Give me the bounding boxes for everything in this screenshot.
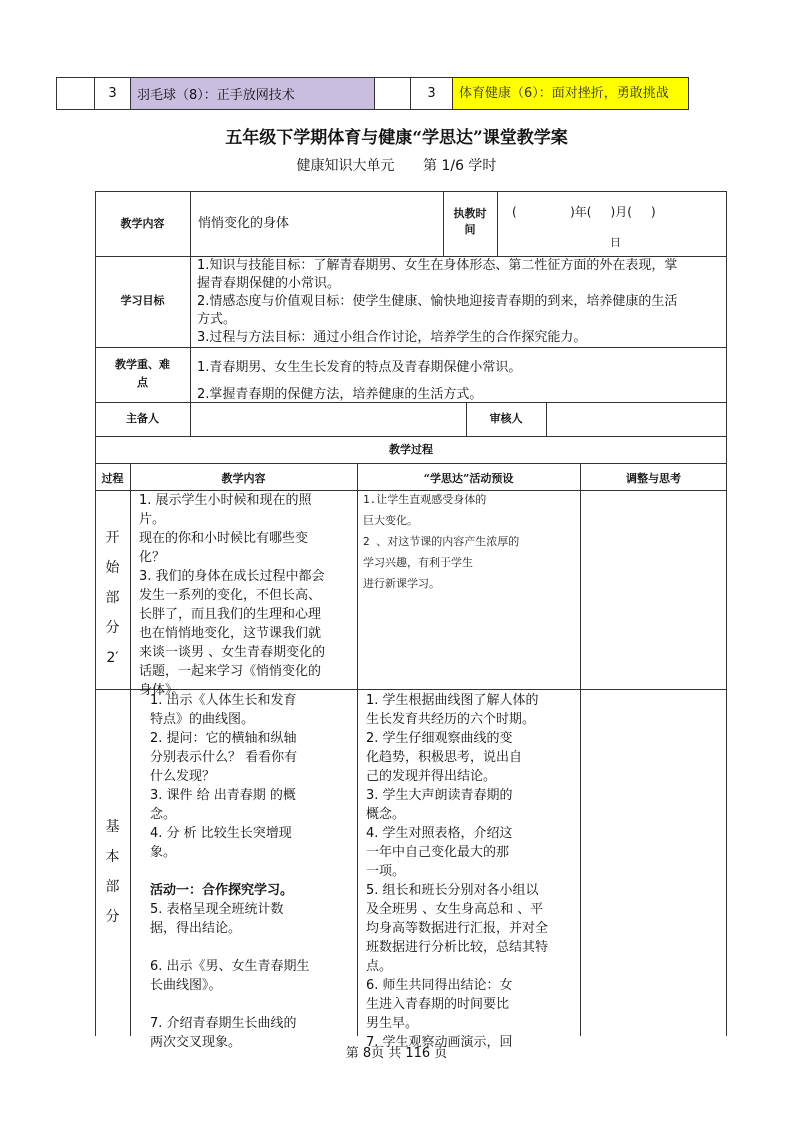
schedule-cell-number-1: 3 [95,78,131,110]
keypoint-line: 1.青春期男、女生生长发育的特点及青春期保健小常识。 [197,360,522,375]
content-label: 教学内容 [120,217,165,230]
time-value-line1: ( )年( )月( ) [512,205,656,219]
goal-line: 握青春期保健的小常识。 [197,276,341,291]
schedule-cell-empty-1 [57,78,95,110]
lesson-hours: 第 1/6 学时 [423,158,497,174]
goal-line: 1.知识与技能目标：了解青春期男、女生在身体形态、第二性征方面的外在表现，掌 [197,258,678,273]
content-value: 悄悄变化的身体 [198,216,290,231]
time-value-line2: 日 [610,236,621,249]
preparer-label: 主备人 [126,412,159,425]
goal-line: 方式。 [197,312,237,327]
keypoints-label: 教学重、难 点 [115,358,170,389]
page-title: 五年级下学期体育与健康“学思达”课堂教学案 [225,128,568,148]
basic-content: 1. 出示《人体生长和发育 特点》的曲线图。 2. 提问：它的横轴和纵轴 分别表示什么？ 看看你有 什么发现？ 3. 课件 给 出青春期 的概 念。 4. 分 析 比较生长突增现 象。 活动一：合作探究学习。 5. 表格呈现全班统计数 据，得出结论。 6. 出示《男、女生青春期生 长曲线图》。 7. 介绍青春期生长曲线的 两次交叉现象。 [150,693,310,1050]
keypoint-line: 2.掌握青春期的保健方法，培养健康的生活方式。 [197,387,483,402]
schedule-cell-badminton: 羽毛球（8）：正手放网技术 [131,78,375,110]
header-stage: 过程 [101,472,124,485]
schedule-cell-empty-2 [375,78,411,110]
keypoints-list [197,354,521,408]
page-subtitle [0,155,793,175]
stage-opening: 开 始 部 分 2′ [105,530,120,666]
schedule-row [56,77,689,110]
schedule-cell-number-2: 3 [411,78,453,110]
header-content: 教学内容 [221,472,266,485]
goals-list [197,257,677,347]
basic-activity: 1. 学生根据曲线图了解人体的 生长发育共经历的六个时期。 2. 学生仔细观察曲线的变 化趋势，积极思考，说出自 己的发现并得出结论。 3. 学生大声朗读青春期的 概念。 4. 学生对照表格，介绍这 一年中自己变化最大的那 一项。 5. 组长和班长分别对各小组以 及全班男 、女生身高总和 、平 均身高等数据进行汇报，并对全 班数据进行分析比较，总结其特 点。 6. 师生共同得出结论：女 生进入青春期的时间要比 男生早。 7. 学生观察动画演示，回 [366,693,549,1050]
opening-activity: 1.让学生直观感受身体的 巨大变化。 2 、对这节课的内容产生浓厚的 学习兴趣，有利于学生 进行新课学习。 [363,493,520,590]
goals-label: 学习目标 [120,294,165,307]
opening-content: 1. 展示学生小时候和现在的照 片。 现在的你和小时候比有哪些变 化？ 3. 我们的身体在成长过程中都会 发生一系列的变化，不但长高、 长胖了，而且我们的生理和心理 也在悄悄地变化，这节课我们就 来谈一谈男 、女生青春期变化的 话题，一起来学习《悄悄变化的 身体》。 [139,493,326,698]
stage-basic: 基 本 部 分 [105,819,120,925]
header-activity: “学思达”活动预设 [423,472,514,485]
goal-line: 3.过程与方法目标：通过小组合作讨论，培养学生的合作探究能力。 [197,330,587,345]
page-footer: 第 8页 共 116 页 [345,1046,448,1061]
unit-name: 健康知识大单元 [296,158,395,174]
goal-line: 2.情感态度与价值观目标：使学生健康、愉快地迎接青春期的到来，培养健康的生活 [197,294,678,309]
time-label: 执教时间 [453,207,487,236]
process-section-title: 教学过程 [389,443,433,456]
header-reflection: 调整与思考 [626,472,681,485]
reviewer-label: 审核人 [489,412,523,425]
activity-one-heading: 活动一：合作探究学习。 [150,883,294,898]
schedule-cell-health: 体育健康（6）：面对挫折，勇敢挑战 [453,78,689,110]
